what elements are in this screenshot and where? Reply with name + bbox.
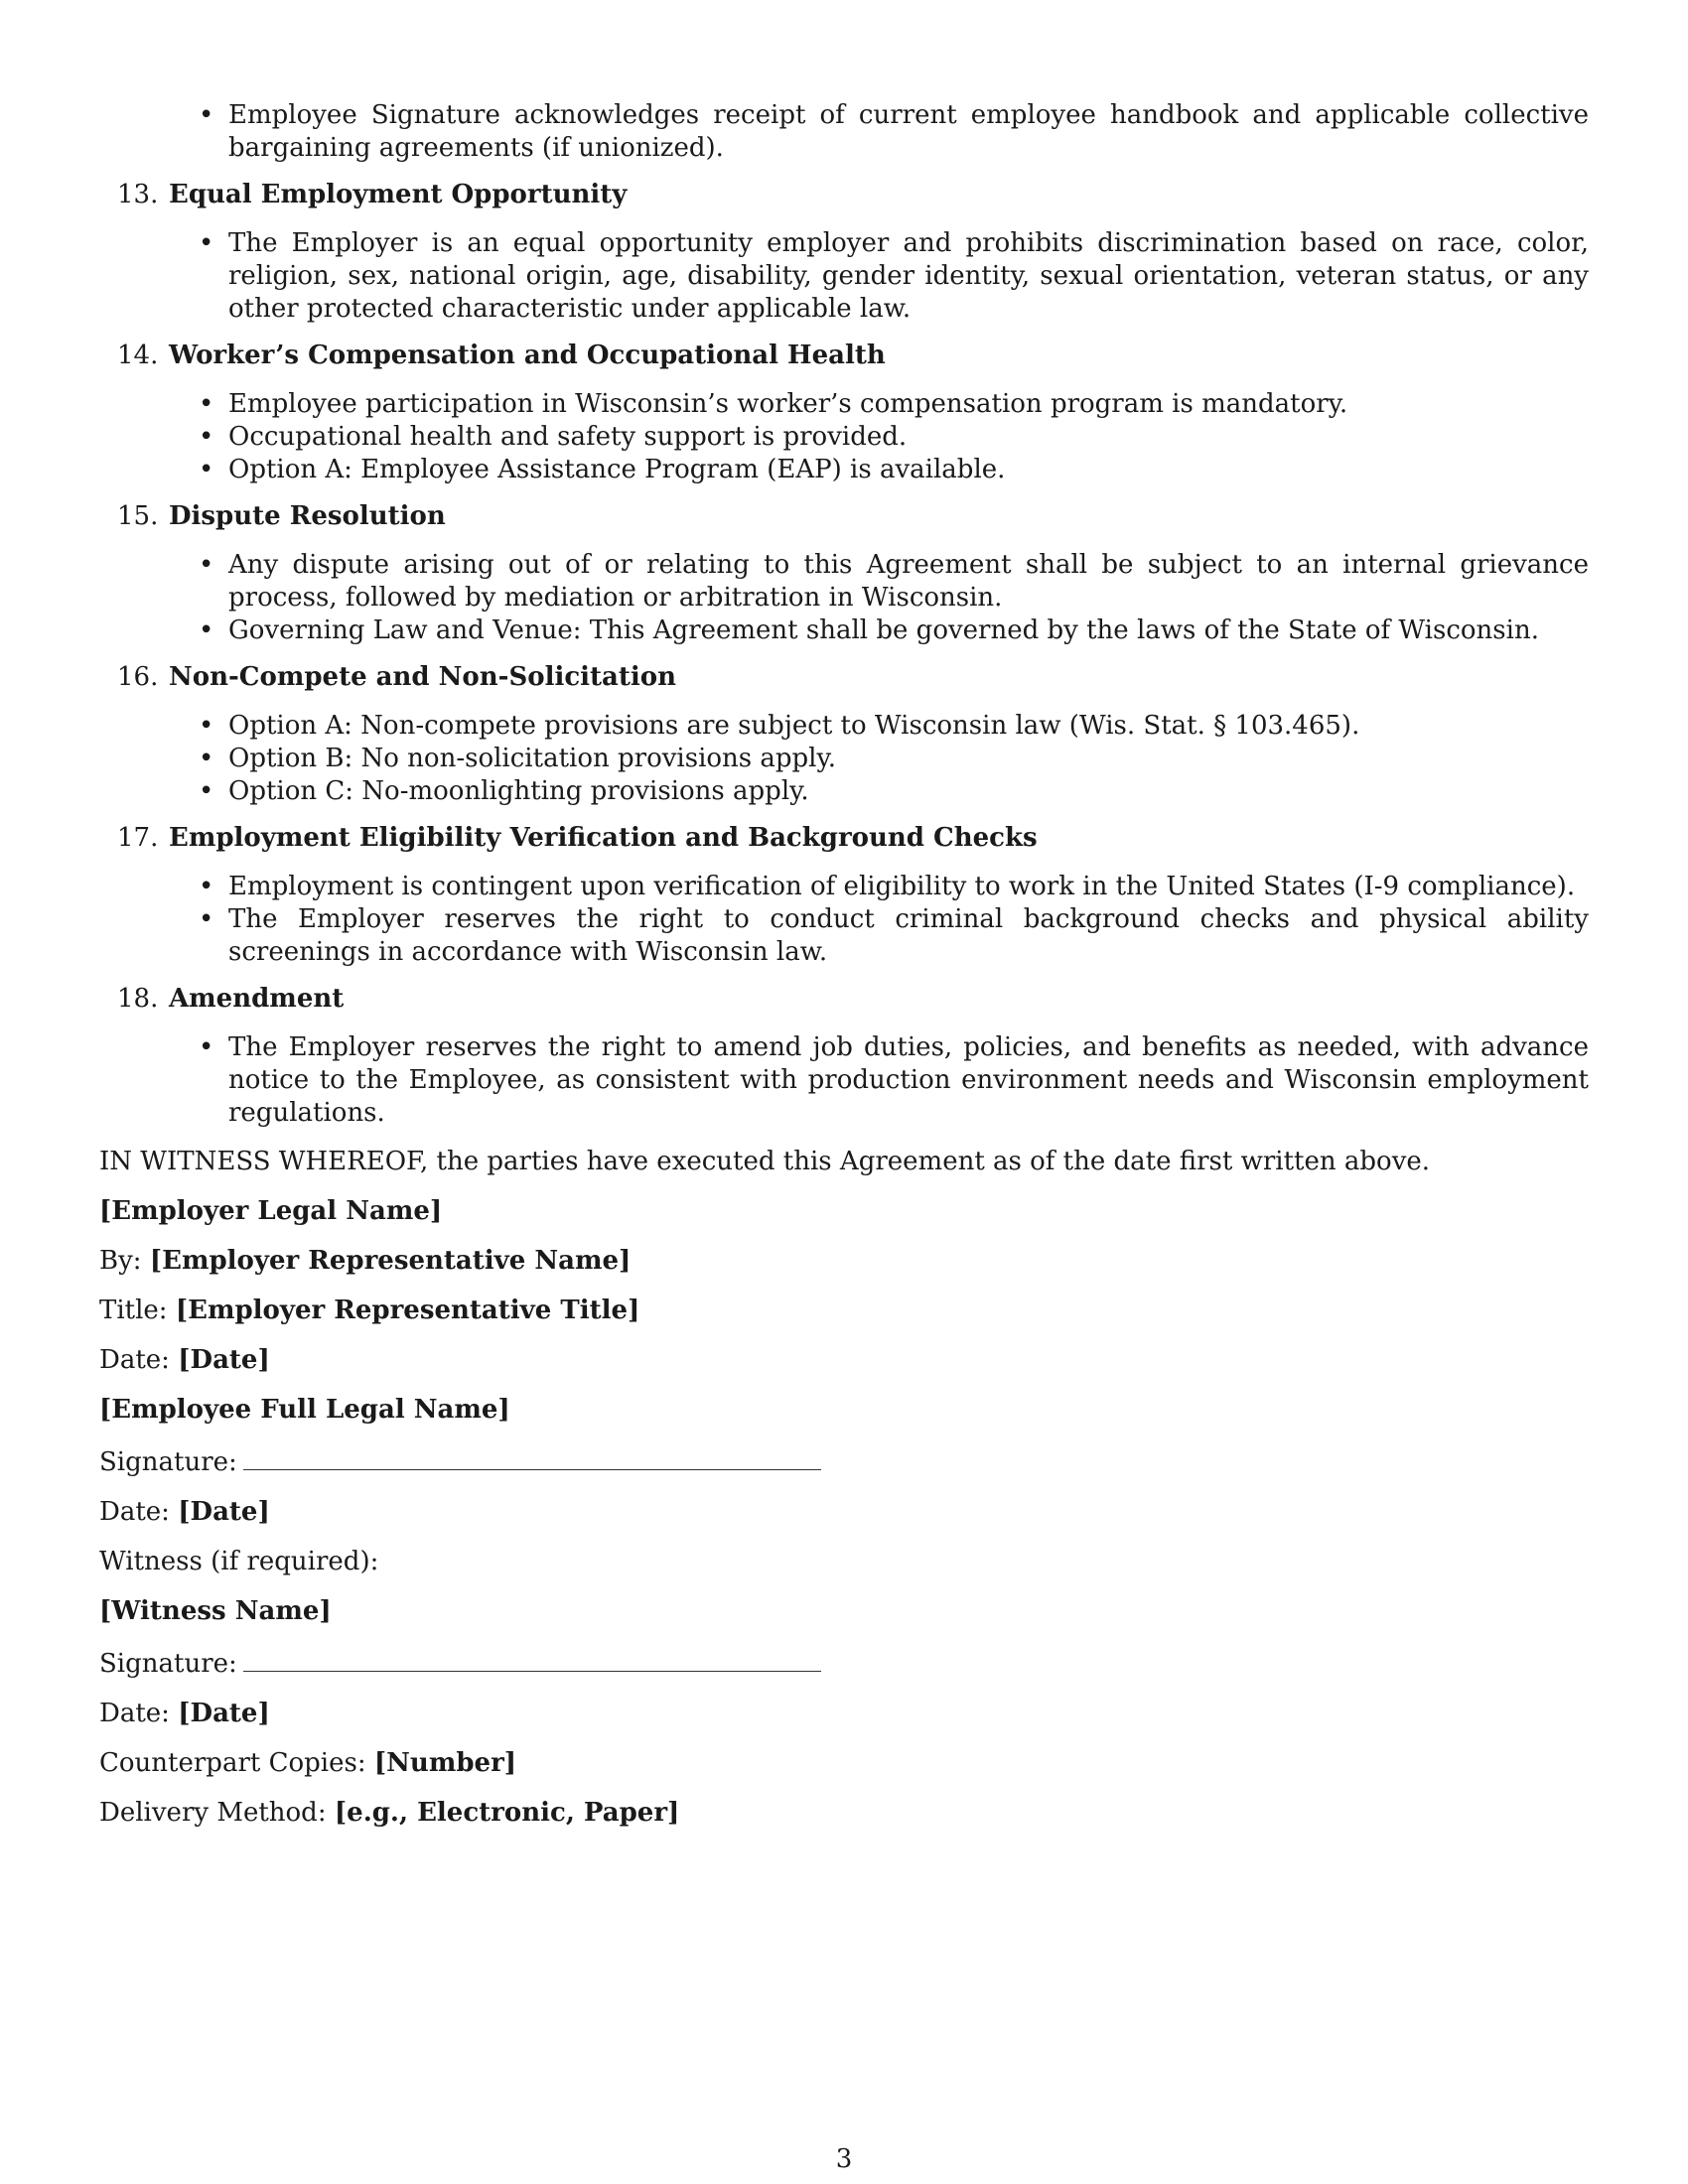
section-number: 14. [117,341,159,370]
date-label: Date: [99,1699,170,1728]
bullet-item: • Employee participation in Wisconsin’s worker’s compensation program is mandatory. [99,388,1589,421]
employer-name [99,1195,1589,1228]
title-line [99,1295,1589,1327]
delivery-line [99,1797,1589,1830]
section-title: Dispute Resolution [169,501,446,531]
section-title: Worker’s Compensation and Occupational Health [169,341,886,370]
date-label: Date: [99,1345,170,1375]
date-value: [Date] [178,1497,270,1527]
section-number: 18. [117,984,159,1014]
delivery-label: Delivery Method: [99,1798,327,1828]
employer-name-value: [Employer Legal Name] [99,1196,443,1226]
employer-date-line [99,1344,1589,1377]
by-line [99,1245,1589,1278]
counterpart-value: [Number] [373,1748,517,1778]
section-16 [99,661,1589,808]
section-number: 16. [117,662,159,692]
intro-bullet-list [99,99,1589,165]
section-18 [99,983,1589,1130]
signature-label: Signature: [99,1447,237,1477]
section-bullet-list [99,227,1589,326]
witness-signature-line [99,1645,1589,1681]
date-value: [Date] [178,1699,270,1728]
witness-date-line [99,1698,1589,1730]
section-number: 17. [117,823,159,853]
witness-statement: IN WITNESS WHEREOF, the parties have executed this Agreement as of the date first written above. [99,1147,1431,1176]
bullet-item: • Employment is contingent upon verification of eligibility to work in the United States (I-9 compliance). [99,871,1589,903]
employee-signature-line [99,1443,1589,1479]
section-heading [99,983,1589,1016]
section-bullet-list [99,549,1589,647]
employee-name [99,1394,1589,1427]
section-heading [99,500,1589,533]
section-heading [99,340,1589,372]
section-14 [99,340,1589,486]
witness-name [99,1595,1589,1628]
witness-required-line: Witness (if required): [99,1547,379,1576]
by-value: [Employer Representative Name] [149,1246,632,1276]
bullet-item: • Option C: No-moonlighting provisions apply. [99,775,1589,808]
section-bullet-list [99,871,1589,969]
delivery-value: [e.g., Electronic, Paper] [334,1798,680,1828]
document-page [99,99,1589,1846]
bullet-item: • Option A: Non-compete provisions are subject to Wisconsin law (Wis. Stat. § 103.465). [99,710,1589,743]
section-title: Non-Compete and Non-Solicitation [169,662,677,692]
signature-label: Signature: [99,1649,237,1679]
intro-bullet: • Employee Signature acknowledges receipt of current employee handbook and applicable collective bargaining agreements (if unionized). [99,99,1589,165]
section-bullet-list [99,710,1589,808]
bullet-item: • Any dispute arising out of or relating to this Agreement shall be subject to an internal grievance process, followed by mediation or arbitration in Wisconsin. [99,549,1589,614]
bullet-item: • The Employer reserves the right to amend job duties, policies, and benefits as needed, with advance notice to the Employee, as consistent with production environment needs and Wisconsin employment regulations. [99,1031,1589,1130]
section-number: 13. [117,180,159,209]
section-heading [99,822,1589,855]
bullet-item: • The Employer is an equal opportunity employer and prohibits discrimination based on race, color, religion, sex, national origin, age, disability, gender identity, sexual orientation, veteran status, or any other protected characteristic under applicable law. [99,227,1589,326]
signature-blank[interactable] [243,1645,821,1672]
bullet-item: • Option A: Employee Assistance Program (EAP) is available. [99,454,1589,486]
title-label: Title: [99,1296,168,1325]
bullet-item: • Occupational health and safety support is provided. [99,421,1589,454]
counterpart-label: Counterpart Copies: [99,1748,366,1778]
section-bullet-list [99,388,1589,486]
section-title: Amendment [169,984,345,1014]
section-bullet-list [99,1031,1589,1130]
page-number: 3 [835,2144,853,2174]
section-13 [99,179,1589,326]
signature-block [99,1146,1589,1830]
section-title: Equal Employment Opportunity [169,180,628,209]
signature-blank[interactable] [243,1443,821,1470]
bullet-item: • The Employer reserves the right to conduct criminal background checks and physical ability screenings in accordance with Wisconsin law. [99,903,1589,969]
bullet-item: • Governing Law and Venue: This Agreement shall be governed by the laws of the State of Wisconsin. [99,614,1589,647]
section-15 [99,500,1589,647]
employee-name-value: [Employee Full Legal Name] [99,1395,510,1425]
witness-name-value: [Witness Name] [99,1596,332,1626]
counterpart-line [99,1747,1589,1780]
bullet-item: • Option B: No non-solicitation provisions apply. [99,743,1589,775]
date-label: Date: [99,1497,170,1527]
section-title: Employment Eligibility Verification and Background Checks [169,823,1038,853]
section-number: 15. [117,501,159,531]
section-heading [99,661,1589,694]
employee-date-line [99,1496,1589,1529]
section-17 [99,822,1589,969]
by-label: By: [99,1246,142,1276]
section-heading [99,179,1589,211]
title-value: [Employer Representative Title] [175,1296,640,1325]
date-value: [Date] [178,1345,270,1375]
